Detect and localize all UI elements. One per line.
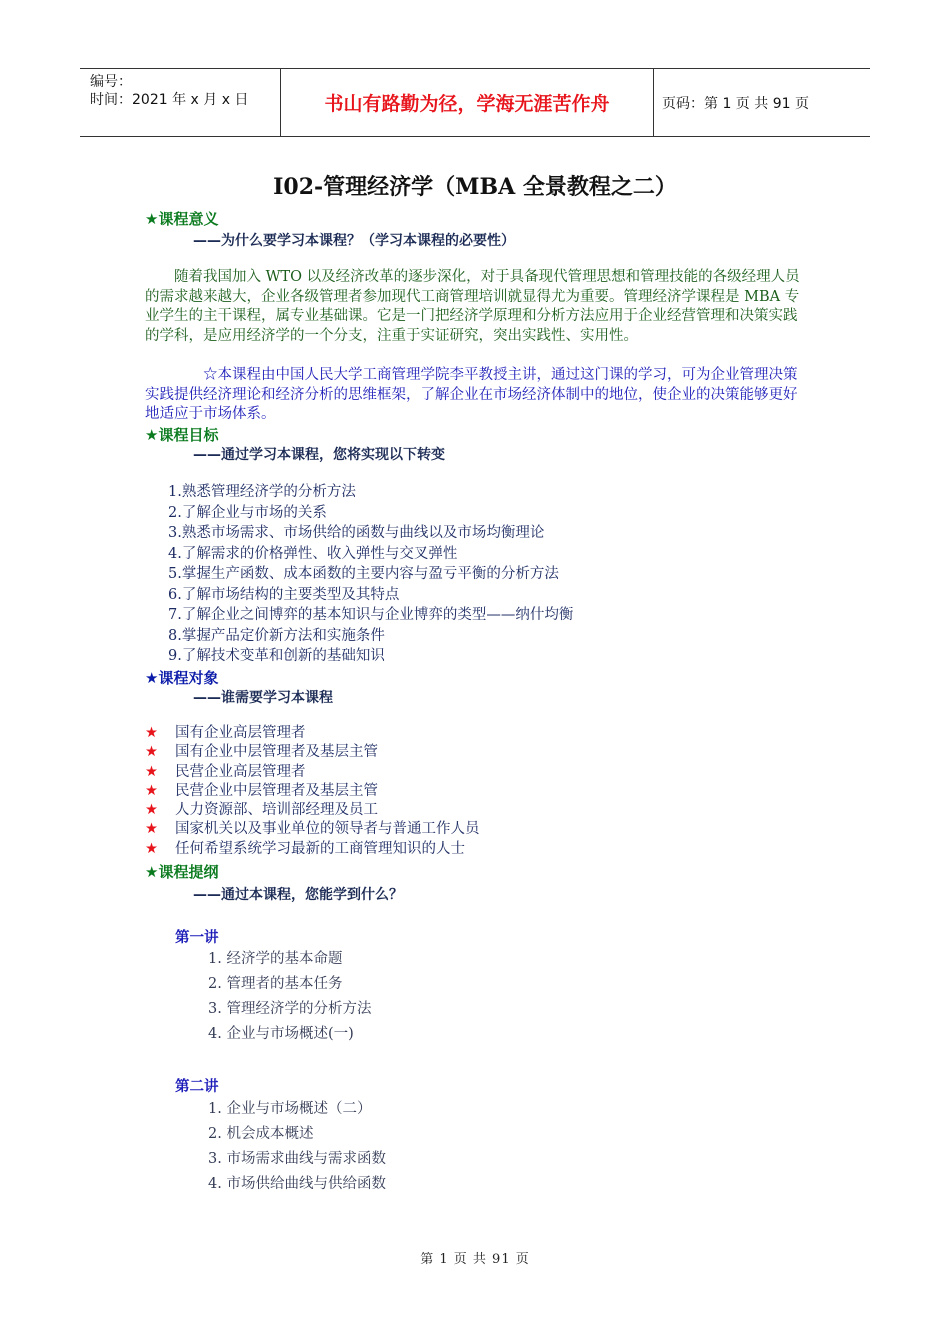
star-icon: ★ — [145, 725, 158, 741]
significance-paragraph-1: 随着我国加入 WTO 以及经济改革的逐步深化，对于具备现代管理思想和管理技能的各级经理人员的需求越来越大，企业各级管理者参加现代工商管理培训就显得尤为重要。管理经济学课程是 MBA 专业学生的主干课程，属专业基础课。它是一门把经济学原理和分析方法应用于企业经营管理和决策实践的学科，是应用经济学的一个分支，注重于实证研究，突出实践性、实用性。 — [145, 269, 800, 344]
list-item: 2.了解企业与市场的关系 — [168, 504, 327, 521]
audience-subheading: ——谁需要学习本课程 — [193, 690, 333, 706]
list-item: 4. 市场供给曲线与供给函数 — [208, 1176, 386, 1192]
significance-paragraph-2: ☆本课程由中国人民大学工商管理学院李平教授主讲，通过这门课的学习，可为企业管理决策实践提供经济理论和经济分析的思维框架，了解企业在市场经济体制中的地位，使企业的决策能够更好地适应于市场体系。 — [145, 367, 798, 422]
header-page-label: 页码：第 1 页 共 91 页 — [662, 95, 809, 112]
goals-subheading: ——通过学习本课程，您将实现以下转变 — [193, 447, 445, 463]
star-icon: ★ — [145, 802, 158, 819]
header-motto: 书山有路勤为径，学海无涯苦作舟 — [281, 69, 654, 136]
goals-list — [168, 482, 573, 667]
list-item: ★ 国有企业中层管理者及基层主管 — [145, 743, 480, 762]
list-item: ★ 国家机关以及事业单位的领导者与普通工作人员 — [145, 820, 480, 839]
list-item: 9.了解技术变革和创新的基础知识 — [168, 648, 385, 664]
time-label: 时间：2021 年 x 月 x 日 — [90, 92, 249, 108]
list-item: ★ 国有企业高层管理者 — [145, 724, 480, 743]
list-item: 3. 市场需求曲线与需求函数 — [208, 1151, 386, 1167]
list-item: 8.掌握产品定价新方法和实施条件 — [168, 627, 385, 644]
star-icon: ★ — [145, 744, 158, 761]
header-meta — [80, 69, 281, 136]
list-item: 1. 经济学的基本命题 — [208, 951, 343, 967]
star-icon: ★ — [145, 782, 158, 799]
star-icon: ★ — [145, 821, 158, 838]
list-item: ★ 人力资源部、培训部经理及员工 — [145, 801, 480, 820]
star-icon: ★ — [145, 763, 158, 780]
audience-heading: ★课程对象 — [145, 669, 219, 687]
outline-heading: ★课程提纲 — [145, 863, 219, 881]
significance-subheading: ——为什么要学习本课程？（学习本课程的必要性） — [193, 233, 515, 249]
list-item: 2. 机会成本概述 — [208, 1126, 314, 1142]
header-table — [80, 68, 870, 137]
number-label: 编号： — [90, 74, 132, 90]
list-item: 6.了解市场结构的主要类型及其特点 — [168, 586, 400, 603]
list-item: 4.了解需求的价格弹性、收入弹性与交叉弹性 — [168, 545, 458, 562]
lecture-1-title: 第一讲 — [175, 930, 219, 946]
star-icon: ★ — [145, 840, 158, 857]
list-item: 4. 企业与市场概述(一) — [208, 1026, 354, 1042]
list-item: 1.熟悉管理经济学的分析方法 — [168, 484, 356, 500]
list-item: 3. 管理经济学的分析方法 — [208, 1001, 372, 1017]
document-title: I02-管理经济学（MBA 全景教程之二） — [273, 174, 677, 200]
list-item: 5.掌握生产函数、成本函数的主要内容与盈亏平衡的分析方法 — [168, 566, 559, 582]
lecture-1-items — [208, 947, 371, 1047]
lecture-2-items — [208, 1097, 386, 1197]
lecture-2-title: 第二讲 — [175, 1079, 219, 1095]
list-item: 7.了解企业之间博弈的基本知识与企业博弈的类型——纳什均衡 — [168, 607, 574, 623]
significance-heading: ★课程意义 — [145, 210, 219, 228]
goals-heading: ★课程目标 — [145, 426, 219, 444]
list-item: 1. 企业与市场概述（二） — [208, 1101, 372, 1117]
list-item: ★ 民营企业中层管理者及基层主管 — [145, 782, 480, 801]
list-item: 2. 管理者的基本任务 — [208, 976, 343, 992]
outline-subheading: ——通过本课程，您能学到什么？ — [193, 887, 403, 903]
audience-list — [145, 724, 480, 859]
list-item: 3.熟悉市场需求、市场供给的函数与曲线以及市场均衡理论 — [168, 525, 545, 541]
page-footer: 第 1 页 共 91 页 — [420, 1252, 530, 1267]
list-item: ★ 任何希望系统学习最新的工商管理知识的人士 — [145, 840, 480, 859]
list-item: ★ 民营企业高层管理者 — [145, 763, 480, 782]
